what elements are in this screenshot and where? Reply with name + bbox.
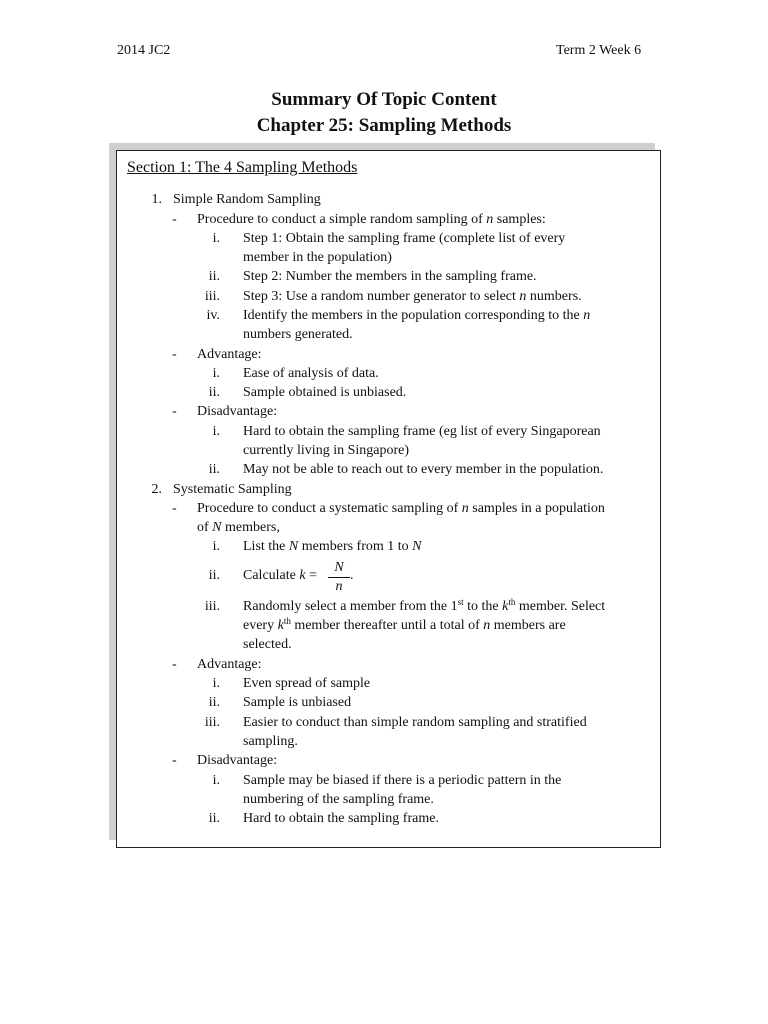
list-item: Easier to conduct than simple random sampling and stratified [243, 715, 587, 730]
roman-numeral: i. [212, 231, 220, 246]
list-item: Calculate k = [243, 568, 317, 583]
disadvantage-label: Disadvantage: [197, 753, 278, 768]
list-item: List the N members from 1 to N [243, 539, 422, 554]
roman-numeral: iv. [206, 308, 220, 323]
list-item: Sample obtained is unbiased. [243, 385, 407, 400]
list-item: Sample is unbiased [243, 695, 352, 710]
list-item-cont: selected. [243, 637, 292, 652]
list-item: Identify the members in the population corresponding to the n [243, 308, 591, 323]
disadvantage-label: Disadvantage: [197, 404, 278, 419]
page-title: Summary Of Topic Content [271, 89, 497, 110]
list-number: 1. [151, 192, 162, 207]
list-number: 2. [151, 482, 162, 497]
chapter-title: Chapter 25: Sampling Methods [256, 115, 512, 136]
sys-procedure: Procedure to conduct a systematic sampling of n samples in a population [197, 501, 605, 516]
list-item: Ease of analysis of data. [243, 366, 379, 381]
fraction-n-over-n [328, 560, 350, 595]
method-title-srs: Simple Random Sampling [173, 192, 321, 207]
advantage-label: Advantage: [197, 347, 262, 362]
list-item: Randomly select a member from the 1st to the $k^{th}$ member. Select [243, 597, 606, 614]
roman-numeral: i. [212, 424, 220, 439]
list-item: Step 3: Use a random number generator to select n numbers. [243, 289, 582, 304]
roman-numeral: iii. [204, 289, 220, 304]
fraction-period: . [350, 568, 354, 583]
fraction-bar [328, 577, 350, 578]
list-item-cont: currently living in Singapore) [243, 443, 410, 458]
dash-bullet: - [172, 657, 177, 672]
roman-numeral: ii. [208, 385, 220, 400]
list-item: Step 2: Number the members in the sampling frame. [243, 269, 537, 284]
srs-procedure: Procedure to conduct a simple random sampling of n samples: [197, 212, 546, 227]
list-item: Sample may be biased if there is a periodic pattern in the [243, 773, 562, 788]
roman-numeral: ii. [208, 568, 220, 583]
list-item-cont: sampling. [243, 734, 298, 749]
list-item: Step 1: Obtain the sampling frame (complete list of every [243, 231, 566, 246]
list-item: May not be able to reach out to every member in the population. [243, 462, 604, 477]
list-item-cont: member in the population) [243, 250, 392, 265]
header-left: 2014 JC2 [117, 43, 171, 58]
method-title-systematic: Systematic Sampling [173, 482, 292, 497]
roman-numeral: i. [212, 539, 220, 554]
roman-numeral: ii. [208, 695, 220, 710]
list-item: Hard to obtain the sampling frame. [243, 811, 439, 826]
dash-bullet: - [172, 212, 177, 227]
roman-numeral: ii. [208, 811, 220, 826]
list-item-cont: numbers generated. [243, 327, 353, 342]
list-item: Hard to obtain the sampling frame (eg list of every Singaporean [243, 424, 601, 439]
fraction-denominator: n [335, 579, 343, 594]
dash-bullet: - [172, 404, 177, 419]
roman-numeral: ii. [208, 462, 220, 477]
section-heading: Section 1: The 4 Sampling Methods [127, 159, 358, 176]
advantage-label: Advantage: [197, 657, 262, 672]
roman-numeral: iii. [204, 599, 220, 614]
sys-procedure-cont: of N members, [197, 520, 280, 535]
roman-numeral: iii. [204, 715, 220, 730]
list-item: Even spread of sample [243, 676, 371, 691]
dash-bullet: - [172, 501, 177, 516]
dash-bullet: - [172, 753, 177, 768]
roman-numeral: ii. [208, 269, 220, 284]
header-right: Term 2 Week 6 [556, 43, 642, 58]
roman-numeral: i. [212, 676, 220, 691]
list-item-cont: numbering of the sampling frame. [243, 792, 434, 807]
fraction-numerator: N [334, 560, 344, 575]
roman-numeral: i. [212, 773, 220, 788]
roman-numeral: i. [212, 366, 220, 381]
list-item-cont: every $k^{th}$ member thereafter until a total of n members are [243, 616, 566, 633]
dash-bullet: - [172, 347, 177, 362]
